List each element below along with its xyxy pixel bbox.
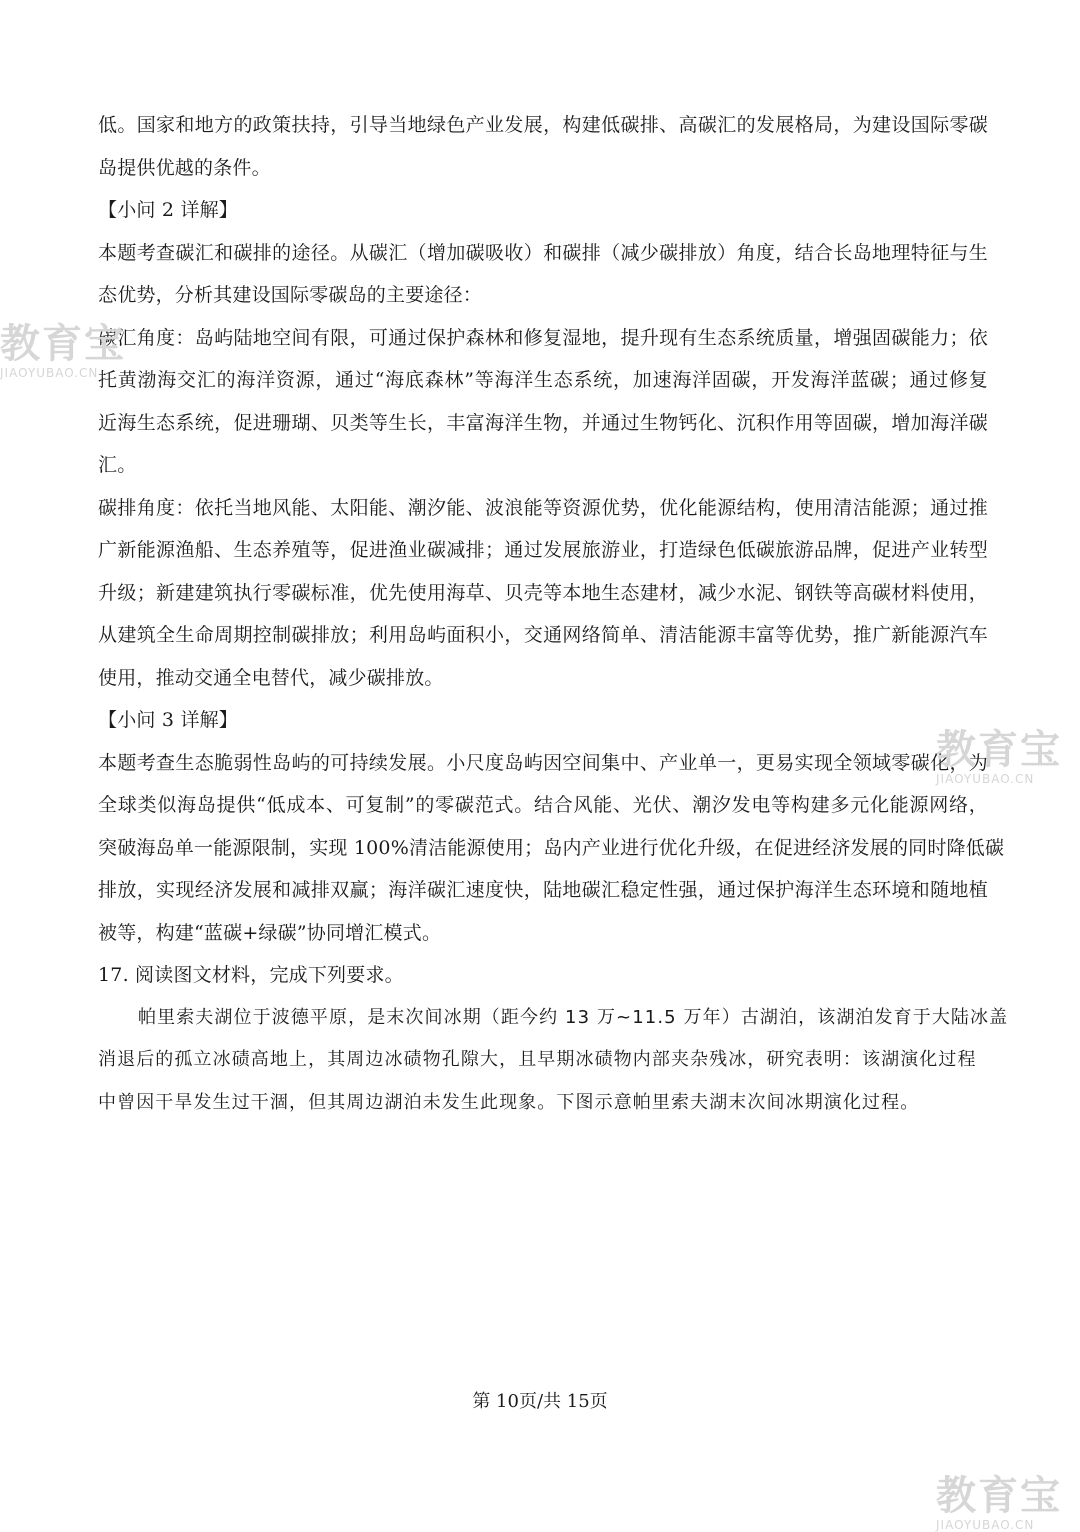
paragraph-line: 排放，实现经济发展和减排双赢；海洋碳汇速度快，陆地碳汇稳定性强，通过保护海洋生态环境和随地植 bbox=[98, 879, 988, 901]
paragraph-line: 从建筑全生命周期控制碳排放；利用岛屿面积小，交通网络简单、清洁能源丰富等优势，推广新能源汽车 bbox=[98, 624, 988, 646]
paragraph-line: 碳汇角度：岛屿陆地空间有限，可通过保护森林和修复湿地，提升现有生态系统质量，增强固碳能力；依 bbox=[98, 326, 988, 349]
material-line: 消退后的孤立冰碛高地上，其周边冰碛物孔隙大，且早期冰碛物内部夹杂残冰，研究表明：该湖演化过程 bbox=[98, 1049, 977, 1070]
watermark-logo-text: 教育宝 bbox=[0, 321, 126, 367]
paragraph-line: 突破海岛单一能源限制，实现 100%清洁能源使用；岛内产业进行优化升级，在促进经济发展的同时降低碳 bbox=[98, 836, 1005, 859]
paragraph-line: 本题考查碳汇和碳排的途径。从碳汇（增加碳吸收）和碳排（减少碳排放）角度，结合长岛地理特征与生 bbox=[98, 241, 988, 264]
paragraph-line: 托黄渤海交汇的海洋资源，通过“海底森林”等海洋生态系统，加速海洋固碳，开发海洋蓝碳；通过修复 bbox=[98, 369, 988, 391]
paragraph-line: 低。国家和地方的政策扶持，引导当地绿色产业发展，构建低碳排、高碳汇的发展格局，为建设国际零碳 bbox=[98, 114, 988, 136]
watermark-logo bbox=[936, 1474, 1062, 1532]
paragraph-line: 升级；新建建筑执行零碳标准，优先使用海草、贝壳等本地生态建材，减少水泥、钢铁等高碳材料使用， bbox=[98, 581, 988, 604]
watermark-logo-url: JIAOYUBAO.CN bbox=[936, 772, 1035, 786]
watermark-logo-url: JIAOYUBAO.CN bbox=[0, 366, 99, 380]
paragraph-line: 广新能源渔船、生态养殖等，促进渔业碳减排；通过发展旅游业，打造绿色低碳旅游品牌，促进产业转型 bbox=[98, 539, 988, 561]
paragraph-line: 岛提供优越的条件。 bbox=[98, 156, 271, 179]
paragraph-line: 近海生态系统，促进珊瑚、贝类等生长，丰富海洋生物，并通过生物钙化、沉积作用等固碳，增加海洋碳 bbox=[98, 411, 988, 434]
watermark-logo-url: JIAOYUBAO.CN bbox=[936, 1518, 1035, 1532]
material-line: 帕里索夫湖位于波德平原，是末次间冰期（距今约 13 万~11.5 万年）古湖泊，该湖泊发育于大陆冰盖 bbox=[138, 1006, 1009, 1028]
material-line: 中曾因干旱发生过干涸，但其周边湖泊未发生此现象。下图示意帕里索夫湖末次间冰期演化过程。 bbox=[98, 1091, 920, 1113]
paragraph-line: 被等，构建“蓝碳+绿碳”协同增汇模式。 bbox=[98, 921, 442, 944]
watermark-logo-text: 教育宝 bbox=[936, 727, 1062, 773]
paragraph-line: 使用，推动交通全电替代，减少碳排放。 bbox=[98, 666, 444, 689]
paragraph-line: 碳排角度：依托当地风能、太阳能、潮汐能、波浪能等资源优势，优化能源结构，使用清洁能源；通过推 bbox=[98, 496, 988, 519]
paragraph-line: 全球类似海岛提供“低成本、可复制”的零碳范式。结合风能、光伏、潮汐发电等构建多元化能源网络， bbox=[98, 794, 988, 816]
watermark-logo-text: 教育宝 bbox=[936, 1473, 1062, 1519]
watermark-logo bbox=[0, 322, 126, 380]
paragraph-line: 汇。 bbox=[98, 454, 137, 476]
question-heading: 17. 阅读图文材料，完成下列要求。 bbox=[98, 964, 404, 986]
watermark-logo bbox=[936, 728, 1062, 786]
section-heading: 【小问 3 详解】 bbox=[98, 709, 238, 731]
paragraph-line: 本题考查生态脆弱性岛屿的可持续发展。小尺度岛屿因空间集中、产业单一，更易实现全领域零碳化，为 bbox=[98, 751, 988, 774]
page-number: 第 10页/共 15页 bbox=[472, 1391, 608, 1412]
section-heading: 【小问 2 详解】 bbox=[98, 199, 238, 221]
paragraph-line: 态优势，分析其建设国际零碳岛的主要途径： bbox=[98, 284, 483, 306]
